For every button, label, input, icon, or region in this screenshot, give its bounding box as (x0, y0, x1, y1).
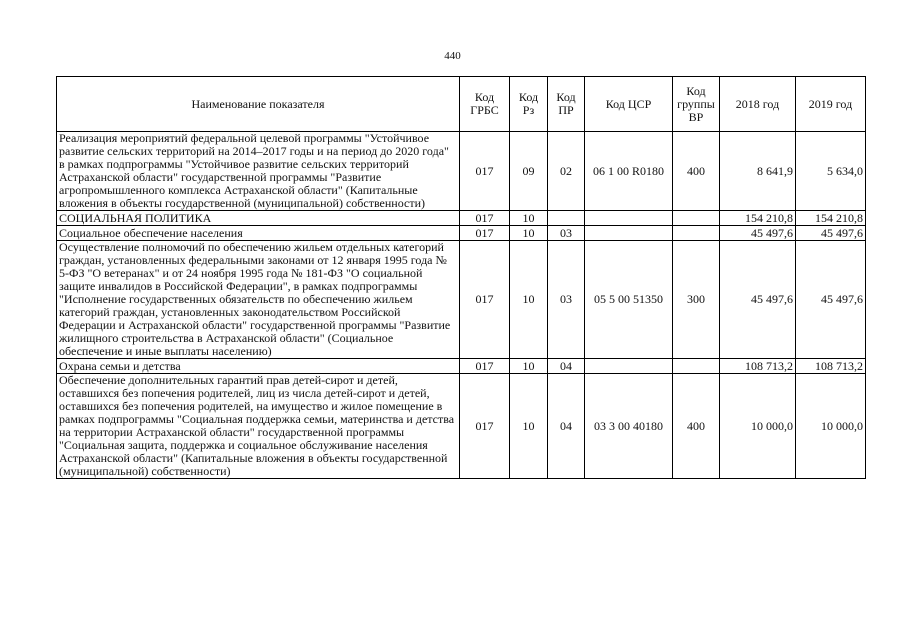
row-vr (673, 211, 720, 226)
row-2018: 108 713,2 (720, 359, 796, 374)
row-2019: 45 497,6 (796, 241, 866, 359)
row-grbs: 017 (460, 374, 510, 479)
table-row (57, 374, 866, 479)
row-csr (585, 211, 673, 226)
page-number: 440 (444, 50, 461, 62)
row-name: Осуществление полномочий по обеспечению жильем отдельных категорий граждан, установленных федеральными законами от 12 января 1995 года № 5-ФЗ "О ветеранах" и от 24 ноября 1995 года № 181-ФЗ "О социальной защите инвалидов в Российской Федерации", в рамках подпрограммы "Исполнение государственных обязательств по обеспечению жильем категорий граждан, установленных законодательством Российской Федерации и Астраханской области" государственной программы "Развитие жилищного строительства в Астраханской области" (Социальное обеспечение и иные выплаты населению) (57, 241, 460, 359)
row-vr (673, 359, 720, 374)
row-csr: 06 1 00 R0180 (585, 132, 673, 211)
row-name: Охрана семьи и детства (57, 359, 460, 374)
row-name: Социальное обеспечение населения (57, 226, 460, 241)
row-pr: 03 (548, 226, 585, 241)
row-2018: 154 210,8 (720, 211, 796, 226)
row-csr: 03 3 00 40180 (585, 374, 673, 479)
row-vr: 400 (673, 132, 720, 211)
row-grbs: 017 (460, 132, 510, 211)
row-vr (673, 226, 720, 241)
row-rz: 10 (510, 359, 548, 374)
row-name: Обеспечение дополнительных гарантий прав детей-сирот и детей, оставшихся без попечения родителей, лиц из числа детей-сирот и детей, оставшихся без попечения родителей, на имущество и жилое помещение в рамках подпрограммы "Социальная поддержка семьи, материнства и детства на территории Астраханской области" государственной программы "Социальная защита, поддержка и социальное обслуживание населения Астраханской области" (Капитальные вложения в объекты государственной (муниципальной) собственности) (57, 374, 460, 479)
row-name: СОЦИАЛЬНАЯ ПОЛИТИКА (57, 211, 460, 226)
row-rz: 10 (510, 226, 548, 241)
header-2019: 2019 год (796, 77, 866, 132)
row-pr: 02 (548, 132, 585, 211)
row-rz: 10 (510, 241, 548, 359)
row-2019: 154 210,8 (796, 211, 866, 226)
row-name: Реализация мероприятий федеральной целевой программы "Устойчивое развитие сельских территорий на 2014–2017 годы и на период до 2020 года" в рамках подпрограммы "Устойчивое развитие сельских территорий Астраханской области" государственной программы "Развитие агропромышленного комплекса Астраханской области" (Капитальные вложения в объекты государственной (муниципальной) собственности) (57, 132, 460, 211)
row-2018: 45 497,6 (720, 226, 796, 241)
row-pr (548, 211, 585, 226)
row-rz: 10 (510, 374, 548, 479)
row-2019: 5 634,0 (796, 132, 866, 211)
row-grbs: 017 (460, 241, 510, 359)
header-csr: Код ЦСР (585, 77, 673, 132)
row-2018: 10 000,0 (720, 374, 796, 479)
row-rz: 09 (510, 132, 548, 211)
table-row (57, 359, 866, 374)
row-csr (585, 359, 673, 374)
table-row (57, 241, 866, 359)
row-vr: 300 (673, 241, 720, 359)
row-2018: 8 641,9 (720, 132, 796, 211)
row-pr: 04 (548, 374, 585, 479)
budget-table (56, 76, 866, 479)
row-2018: 45 497,6 (720, 241, 796, 359)
row-csr (585, 226, 673, 241)
header-pr: Код ПР (548, 77, 585, 132)
row-pr: 03 (548, 241, 585, 359)
row-grbs: 017 (460, 226, 510, 241)
row-vr: 400 (673, 374, 720, 479)
row-grbs: 017 (460, 359, 510, 374)
row-rz: 10 (510, 211, 548, 226)
header-rz: Код Рз (510, 77, 548, 132)
header-name: Наименование показателя (57, 77, 460, 132)
header-vr: Код группы ВР (673, 77, 720, 132)
table-row (57, 226, 866, 241)
table-header-row (57, 77, 866, 132)
row-2019: 108 713,2 (796, 359, 866, 374)
row-grbs: 017 (460, 211, 510, 226)
header-2018: 2018 год (720, 77, 796, 132)
row-pr: 04 (548, 359, 585, 374)
row-csr: 05 5 00 51350 (585, 241, 673, 359)
table-row (57, 211, 866, 226)
table-row (57, 132, 866, 211)
header-grbs: Код ГРБС (460, 77, 510, 132)
row-2019: 10 000,0 (796, 374, 866, 479)
row-2019: 45 497,6 (796, 226, 866, 241)
